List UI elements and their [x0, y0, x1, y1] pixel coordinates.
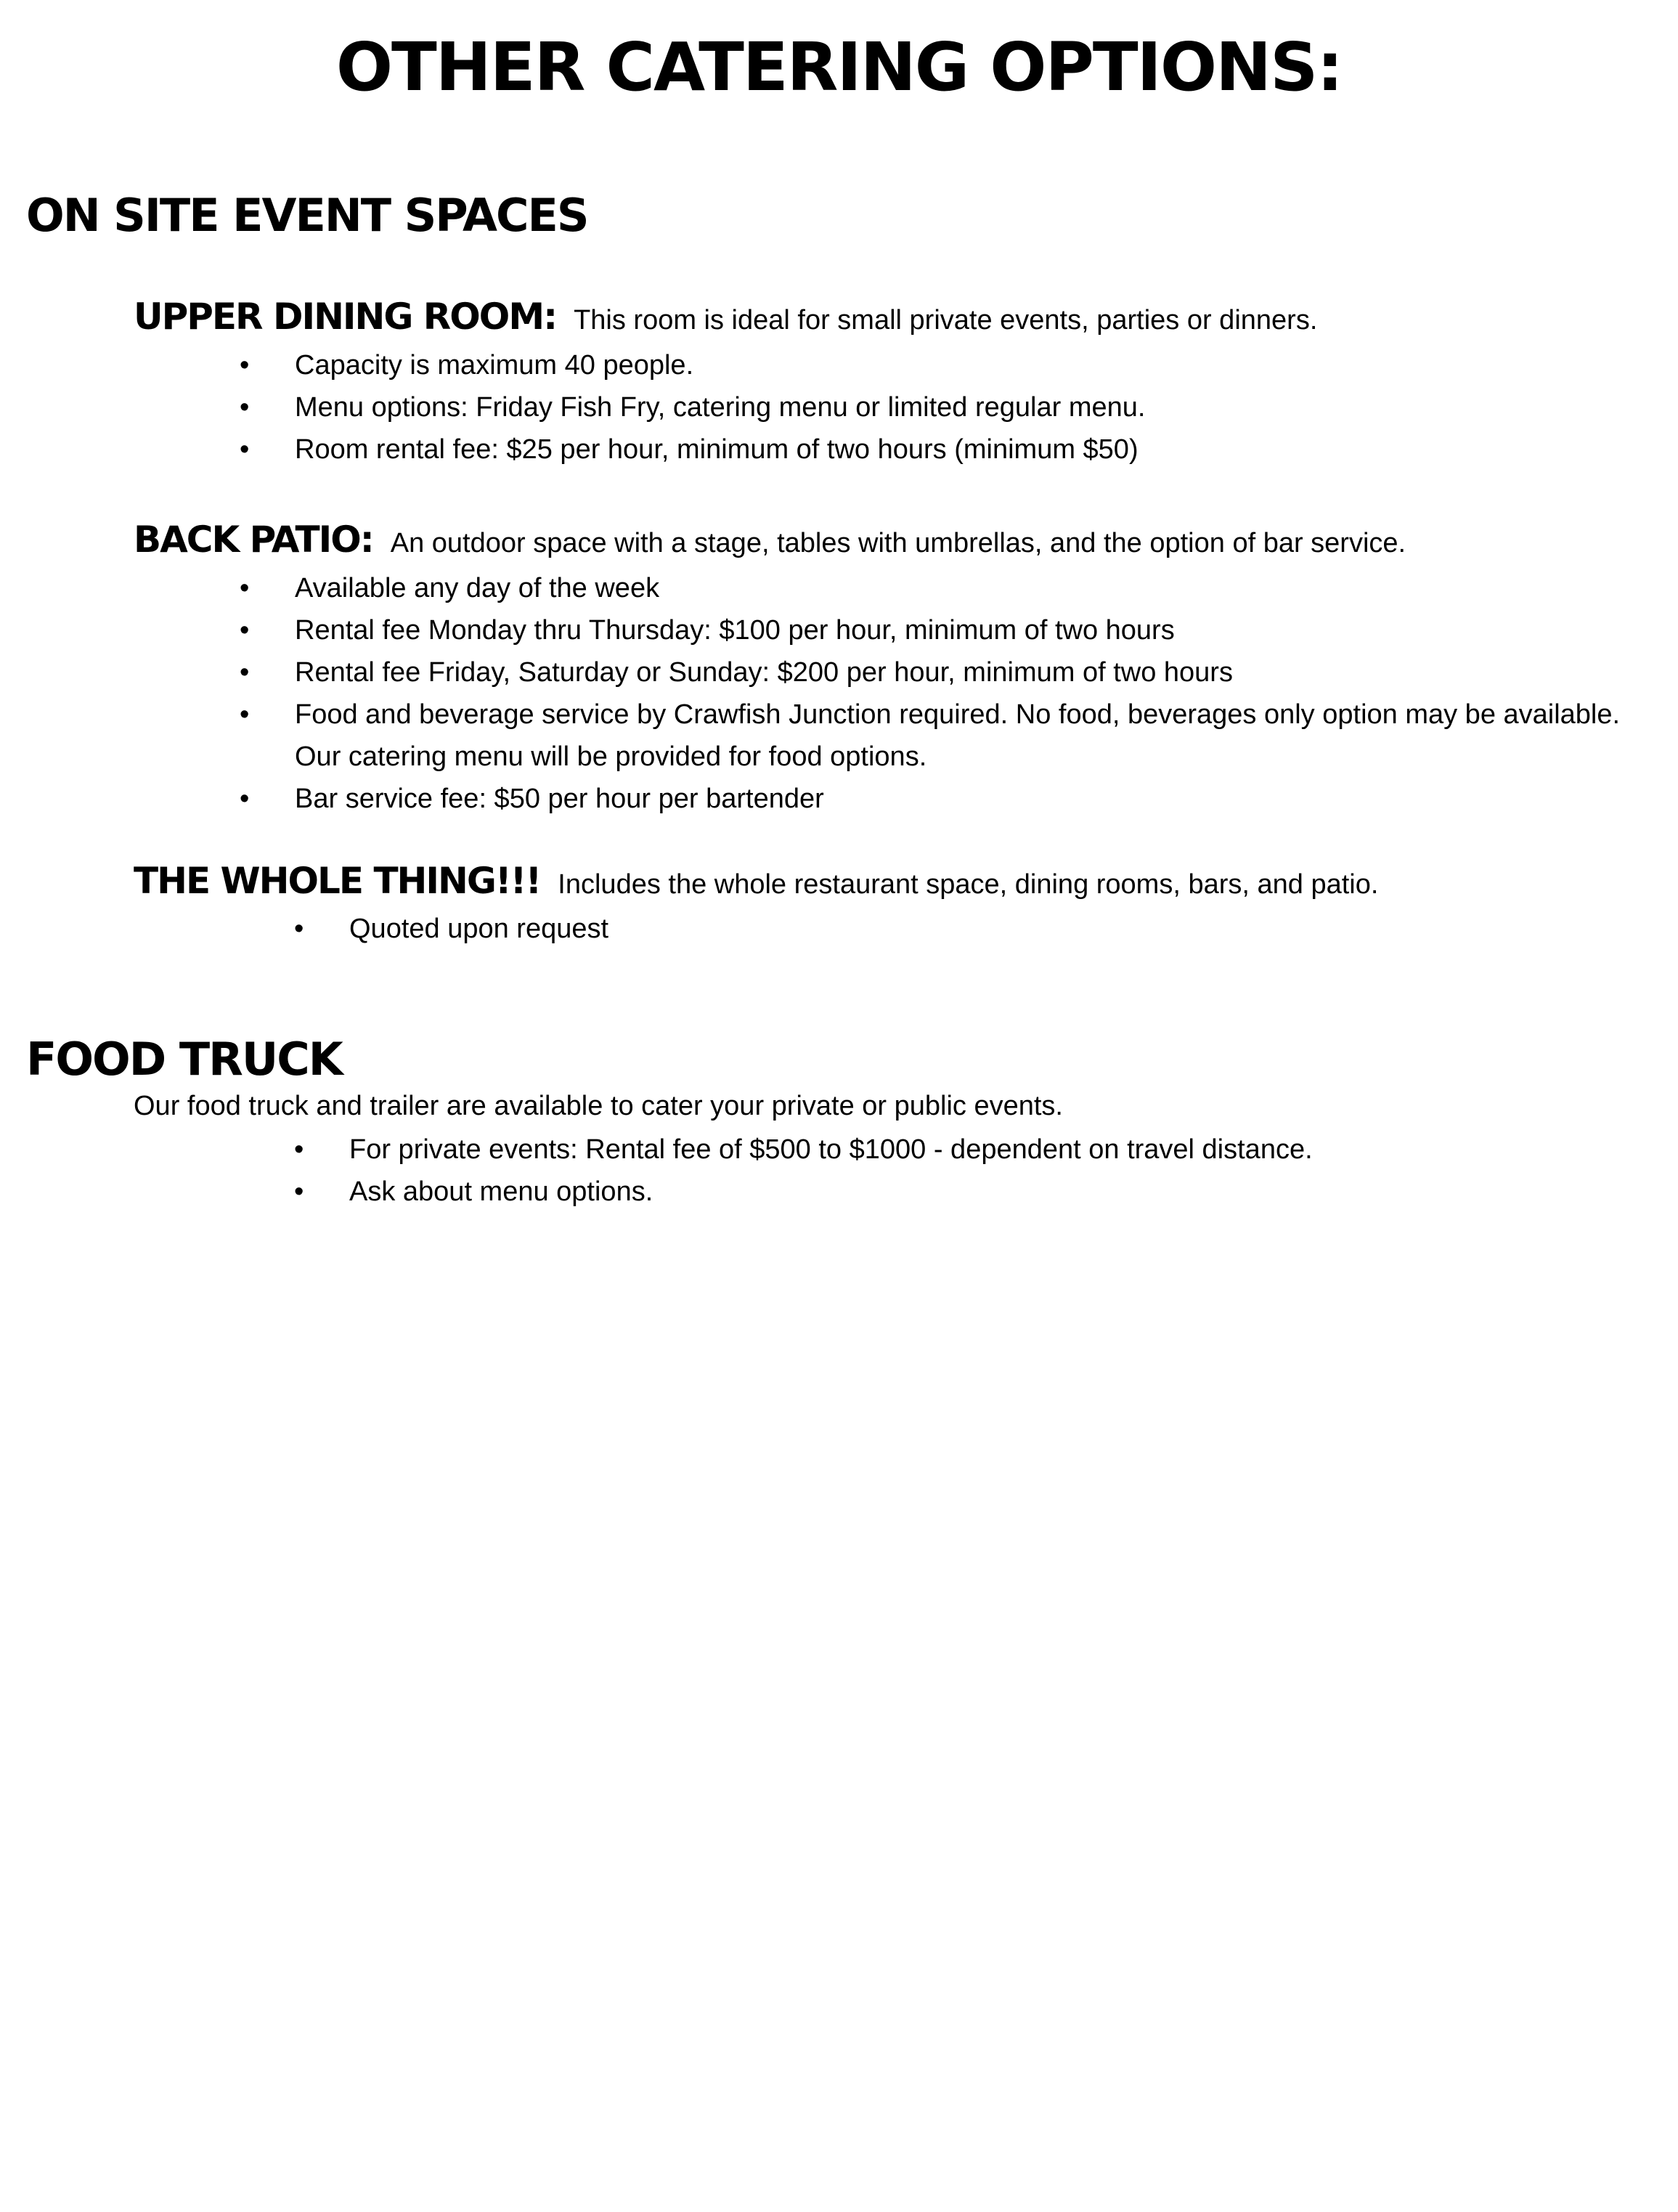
list-item: • Rental fee Monday thru Thursday: $100 per hour, minimum of two hours: [240, 609, 1634, 651]
list-item: • Bar service fee: $50 per hour per bartender: [240, 778, 1634, 820]
whole-thing-row: [134, 858, 1378, 903]
list-item: • Menu options: Friday Fish Fry, catering menu or limited regular menu.: [240, 386, 1619, 428]
upper-dining-list: [240, 344, 1619, 471]
food-truck-description: Our food truck and trailer are available to cater your private or public events.: [134, 1091, 1063, 1121]
back-patio-heading: BACK PATIO:: [134, 519, 373, 561]
list-item: • Quoted upon request: [294, 908, 1601, 950]
list-item: • Room rental fee: $25 per hour, minimum of two hours (minimum $50): [240, 428, 1619, 471]
bullet-icon: •: [240, 699, 250, 730]
list-item: • Capacity is maximum 40 people.: [240, 344, 1619, 386]
bullet-icon: •: [294, 914, 304, 944]
upper-dining-heading: UPPER DINING ROOM:: [134, 296, 557, 338]
food-truck-list: [294, 1129, 1637, 1213]
back-patio-list: [240, 567, 1634, 820]
list-item: • Food and beverage service by Crawfish Junction required. No food, beverages only option may be available. Our catering menu will be provided for food options.: [240, 694, 1634, 778]
upper-dining-row: [134, 294, 1317, 339]
whole-thing-list: [294, 908, 1601, 950]
bullet-icon: •: [240, 350, 250, 381]
page-title: OTHER CATERING OPTIONS:: [335, 28, 1343, 106]
list-item: • Ask about menu options.: [294, 1171, 1637, 1213]
back-patio-row: [134, 517, 1406, 562]
section-heading-food-truck: FOOD TRUCK: [26, 1033, 342, 1086]
section-heading-on-site: ON SITE EVENT SPACES: [26, 189, 588, 242]
bullet-icon: •: [240, 657, 250, 688]
bullet-icon: •: [294, 1176, 304, 1207]
list-item: • Available any day of the week: [240, 567, 1634, 609]
whole-thing-heading: THE WHOLE THING!!!: [134, 860, 541, 902]
bullet-icon: •: [240, 573, 250, 603]
list-item: • For private events: Rental fee of $500 to $1000 - dependent on travel distance.: [294, 1129, 1637, 1171]
bullet-icon: •: [294, 1134, 304, 1165]
back-patio-description: An outdoor space with a stage, tables with umbrellas, and the option of bar service.: [390, 528, 1406, 558]
upper-dining-description: This room is ideal for small private events, parties or dinners.: [574, 305, 1318, 336]
bullet-icon: •: [240, 615, 250, 646]
list-item: • Rental fee Friday, Saturday or Sunday: $200 per hour, minimum of two hours: [240, 651, 1634, 694]
bullet-icon: •: [240, 392, 250, 423]
bullet-icon: •: [240, 434, 250, 465]
bullet-icon: •: [240, 784, 250, 814]
whole-thing-description: Includes the whole restaurant space, dining rooms, bars, and patio.: [558, 869, 1379, 900]
